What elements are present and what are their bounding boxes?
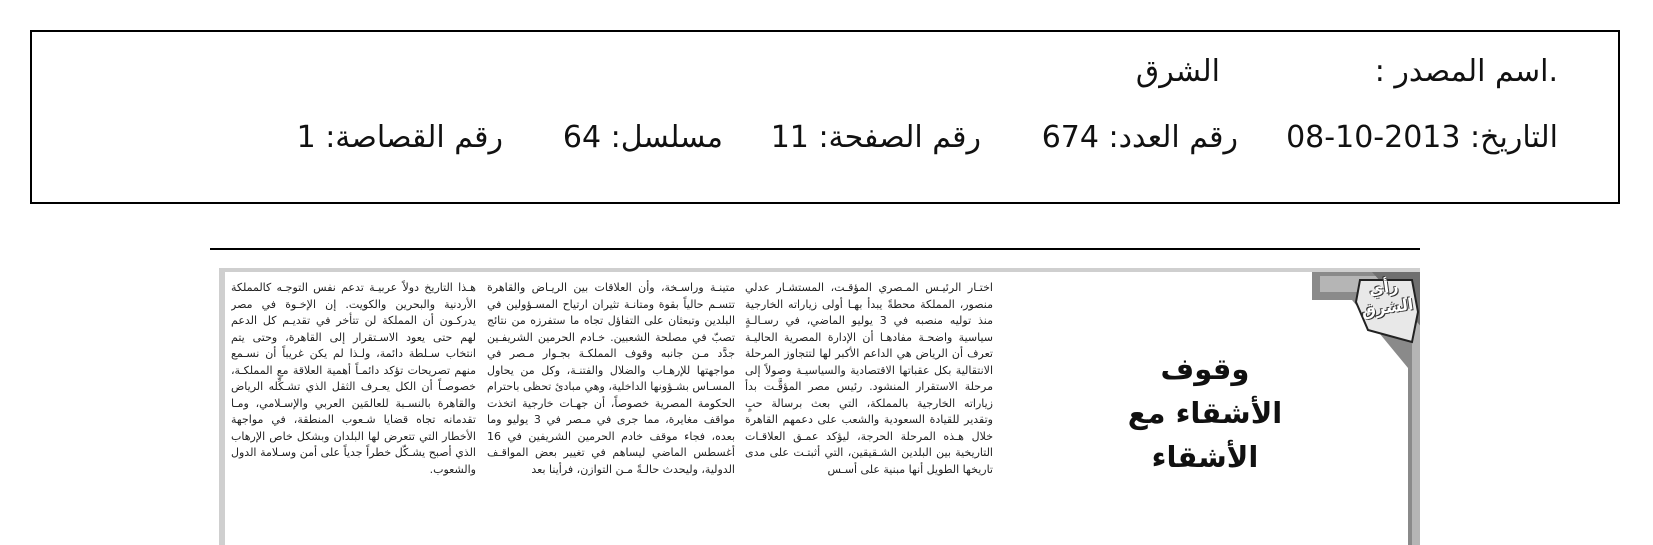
section-logo: رأي الشرق xyxy=(1360,276,1415,321)
issue-number-field: رقم العدد: 674 xyxy=(1041,120,1238,155)
source-label: .اسم المصدر : xyxy=(1374,54,1558,89)
page-number-field: رقم الصفحة: 11 xyxy=(770,120,981,155)
details-line xyxy=(58,120,1558,160)
article-column-3: هـذا التاريخ دولاً عربيـة تدعم نفس التوجـه كالمملكة الأردنية والبحرين والكويت. إن الإخـوة في مصر يدركـون أن المملكة لن تتأخر في تقديـم كل الدعم لهم حتى يعود الاسـتقرار إلى القاهرة، وحتى يتم انتخاب سـلطة دائمة، ولـذا لم يكن غريباً أن نسـمع منهم تصريحات تؤكد دائمـاً أهمية العلاقة مع المملكـة، خصوصـاً أن الكل يعـرف الثقل الذي تشـكِّله الرياض والقاهرة بالنسـبة للعالمَين العربي والإسـلامي، ومـا تقدمانه تجاه قضايا شـعوب المنطقة، في مواجهة الأخطار التي تتعرض لها البلدان وبشكل خاص الإرهاب الذي أصبح يشـكّل خطراً جدياً على أمن وسـلامة الدول والشعوب. xyxy=(231,281,476,476)
article-column-1: اختـار الرئيـس المـصري المؤقـت، المستشـار عدلي منصور، المملكة محطةً يبدأ بهـا أولى زياراته الخارجية منذ توليه منصبه في 3 يوليو الماضي، في رسـالـةٍ سياسية واضحـة مفادهـا أن الإدارة المصرية الحاليـة تعرف أن الرياض هي الداعم الأكبر لها لتتجاوز المرحلة الانتقالية بكل عقباتها الاقتصادية والسياسيـة وصولاً إلى مرحلة الاستقرار المنشود. رئيس مصر المؤقَّـت بدأ زياراته الخارجية بالمملكة، التي بعث برسالة حبٍ وتقدير للقيادة السعودية والشعب على دعمهم القاهرة خلال هـذه المرحلة الحرجة، ليؤكد عمـق العلاقـات التاريخية بين البلدين الشـقيقين، التي أثبتـت على مدى تاريخها الطويل أنها مبنية على أسـس xyxy=(745,281,993,476)
newspaper-clipping xyxy=(219,268,1420,545)
date-field: التاريخ: 2013-10-08 xyxy=(1286,120,1558,155)
article-column-2: متينـة وراسـخة، وأن العلاقات بين الريـاض والقاهرة تتسـم حالياً بقوة ومتانـة تثيران ارتياح المسـؤولين في البلدين وتبعثان على التفاؤل تجاه ما ستفرزه من نتائج تصبّ في مصلحة الشعبين. خـادم الحرمين الشريفـين جدَّد مـن جانبه وقوف المملكـة بجـوار مـصر في مواجهتها للإرهـاب والضلال والفتنـة، وكل من يحاول المسـاس بشـؤونها الداخلية، وهي مبادئ تحظى باحترام الحكومة المصرية خصوصاً، أن جهـات خارجية اتخذت مواقف مغايرة، مما جرى في مـصر في 3 يوليو وما بعده، فجاء موقف خادم الحرمين الشريفين في 16 أغسطس الماضي ليساهم في تغيير بعض المواقـف الدولية، وليحدث حالـةً مـن التوازن، فرأينا بعد xyxy=(487,281,735,476)
section-divider xyxy=(210,248,1420,250)
clipping-metadata-box xyxy=(30,30,1620,204)
source-value: الشرق xyxy=(1135,54,1220,89)
article-headline: وقوف الأشقاء مع الأشقاء xyxy=(1127,352,1283,474)
clip-number-field: رقم القصاصة: 1 xyxy=(296,120,503,155)
serial-field: مسلسل: 64 xyxy=(562,120,723,155)
source-line xyxy=(58,54,1558,94)
